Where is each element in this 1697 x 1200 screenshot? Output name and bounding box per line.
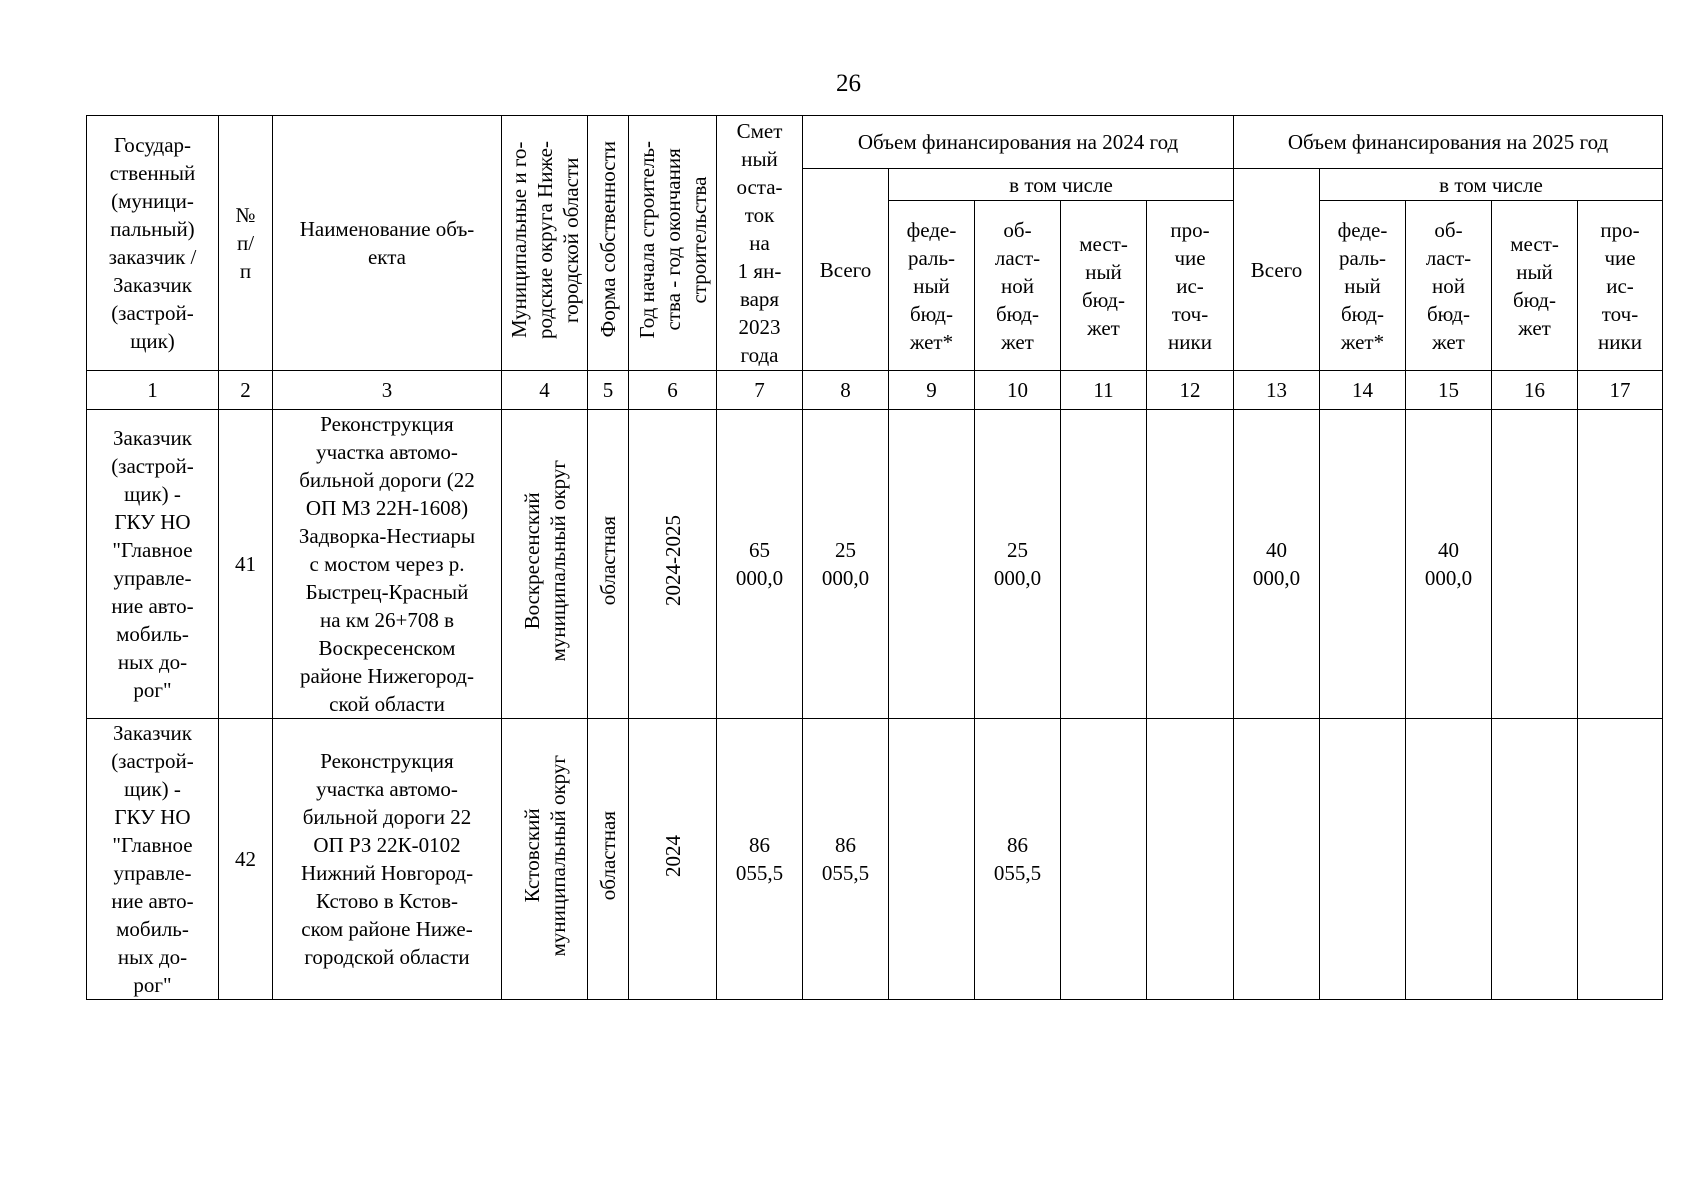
header-including-2025: в том числе <box>1320 169 1663 201</box>
header-other-2025 <box>1578 201 1663 371</box>
column-number: 11 <box>1061 371 1147 410</box>
row-object <box>273 410 502 719</box>
row-other-2024 <box>1147 410 1234 719</box>
header-years <box>629 116 717 371</box>
text-line: с мостом через р. <box>309 552 465 576</box>
text-line: п/ <box>236 231 255 255</box>
text-line: (застрой- <box>111 454 194 478</box>
text-line: точ- <box>1171 301 1209 326</box>
text-line: п <box>239 259 252 283</box>
text-line: про- <box>1600 217 1640 242</box>
text-line: 000,0 <box>1424 566 1473 590</box>
text-line: об- <box>1434 217 1463 242</box>
column-number: 1 <box>87 371 219 410</box>
text-line: ных до- <box>117 650 188 674</box>
header-total-2025: Всего <box>1234 169 1320 371</box>
row-object <box>273 719 502 1000</box>
column-number: 7 <box>717 371 803 410</box>
row-ownership: областная <box>588 719 629 1000</box>
column-number: 14 <box>1320 371 1406 410</box>
row-local-2025 <box>1492 410 1578 719</box>
row-local-2024 <box>1061 719 1147 1000</box>
text-line: Задворка-Нестиары <box>298 524 476 548</box>
text-line: точ- <box>1601 301 1639 326</box>
text-line: районе Нижегород- <box>300 664 474 688</box>
text-line: 000,0 <box>735 566 784 590</box>
text-line: чие <box>1604 245 1636 270</box>
text-line: Воскресенский <box>519 491 544 630</box>
row-local-2025 <box>1492 719 1578 1000</box>
text-line: мест- <box>1510 231 1559 256</box>
header-ownership <box>588 116 629 371</box>
header-federal-2024 <box>889 201 975 371</box>
column-number: 8 <box>803 371 889 410</box>
table-row <box>87 719 1663 1000</box>
row-total-2025 <box>1234 410 1320 719</box>
text-line: ственный <box>109 161 196 185</box>
text-line: 2023 <box>738 315 781 339</box>
text-line: заказчик / <box>108 245 197 269</box>
row-other-2025 <box>1578 719 1663 1000</box>
text-line: 86 <box>835 833 856 857</box>
text-line: Воскресенском <box>318 636 456 660</box>
text-line: родские округа Ниже- <box>532 140 557 339</box>
text-line: "Главное <box>112 538 193 562</box>
text-line: ной <box>1001 273 1034 298</box>
text-line: Кстово в Кстов- <box>315 889 458 913</box>
row-regional-2025 <box>1406 410 1492 719</box>
text-line: Год начала строитель- <box>634 140 659 339</box>
column-number: 3 <box>273 371 502 410</box>
header-including-2024: в том числе <box>889 169 1234 201</box>
row-customer <box>87 410 219 719</box>
text-line: ный <box>741 147 778 171</box>
table-row <box>87 410 1663 719</box>
text-line: ный <box>1516 259 1553 284</box>
column-numbers-row <box>87 371 1663 410</box>
header-regional-2024 <box>975 201 1061 371</box>
text-line: ной <box>1432 273 1465 298</box>
header-other-2024 <box>1147 201 1234 371</box>
text-line: (застрой- <box>111 749 194 773</box>
text-line: 40 <box>1266 538 1287 562</box>
text-line: 25 <box>1007 538 1028 562</box>
text-line: жет <box>1432 329 1465 354</box>
column-number: 12 <box>1147 371 1234 410</box>
text-line: муниципальный округ <box>545 754 570 957</box>
header-num <box>219 116 273 371</box>
column-number: 6 <box>629 371 717 410</box>
row-ownership: областная <box>588 410 629 719</box>
text-line: про- <box>1170 217 1210 242</box>
text-line: муниципальный округ <box>545 459 570 662</box>
header-total-2024: Всего <box>803 169 889 371</box>
text-line: 40 <box>1438 538 1459 562</box>
text-line: рог" <box>133 678 172 702</box>
text-line: Заказчик <box>113 721 192 745</box>
text-line: № <box>235 203 256 227</box>
row-federal-2025 <box>1320 719 1406 1000</box>
page-number: 26 <box>836 70 861 97</box>
text-line: ской области <box>329 692 445 716</box>
text-line: участка автомо- <box>316 440 458 464</box>
text-line: Наименование объ- <box>299 217 475 241</box>
text-line: Заказчик <box>113 273 192 297</box>
text-line: рог" <box>133 973 172 997</box>
text-line: бильной дороги 22 <box>302 805 472 829</box>
column-number: 16 <box>1492 371 1578 410</box>
row-remaining <box>717 719 803 1000</box>
row-federal-2024 <box>889 719 975 1000</box>
text-line: 055,5 <box>735 861 784 885</box>
row-total-2024 <box>803 719 889 1000</box>
text-line: ис- <box>1606 273 1634 298</box>
text-line: ОП МЗ 22Н-1608) <box>305 496 469 520</box>
text-line: Реконструкция <box>320 412 454 436</box>
text-line: ласт- <box>994 245 1041 270</box>
row-federal-2025 <box>1320 410 1406 719</box>
text-line: феде- <box>1337 217 1388 242</box>
text-line: раль- <box>907 245 956 270</box>
text-line: бюд- <box>910 301 953 326</box>
row-years: 2024-2025 <box>629 410 717 719</box>
row-federal-2024 <box>889 410 975 719</box>
header-object-name <box>273 116 502 371</box>
text-line: ства - год окончания <box>660 148 685 331</box>
header-federal-2025 <box>1320 201 1406 371</box>
header-regional-2025 <box>1406 201 1492 371</box>
text-line: бюд- <box>1513 287 1556 312</box>
row-regional-2024 <box>975 719 1061 1000</box>
header-local-2024 <box>1061 201 1147 371</box>
row-other-2025 <box>1578 410 1663 719</box>
row-total-2024 <box>803 410 889 719</box>
text-line: об- <box>1003 217 1032 242</box>
text-line: Смет <box>736 119 783 143</box>
text-line: 000,0 <box>993 566 1042 590</box>
row-other-2024 <box>1147 719 1234 1000</box>
text-line: 86 <box>749 833 770 857</box>
row-municipality <box>502 719 588 1000</box>
row-remaining <box>717 410 803 719</box>
text-line: пальный) <box>110 217 195 241</box>
text-line: ники <box>1168 329 1212 354</box>
row-total-2025 <box>1234 719 1320 1000</box>
text-line: оста- <box>736 175 783 199</box>
text-line: жет <box>1001 329 1034 354</box>
row-municipality <box>502 410 588 719</box>
text-line: года <box>740 343 779 367</box>
text-line: ный <box>1344 273 1381 298</box>
text-line: ных до- <box>117 945 188 969</box>
text-line: 000,0 <box>1252 566 1301 590</box>
text-line: Заказчик <box>113 426 192 450</box>
header-customer <box>87 116 219 371</box>
text-line: строительства <box>686 175 711 303</box>
text-line: "Главное <box>112 833 193 857</box>
text-line: бюд- <box>1341 301 1384 326</box>
text-line: жет <box>1518 315 1551 340</box>
text-line: 055,5 <box>821 861 870 885</box>
text-line: ние авто- <box>111 594 194 618</box>
text-line: 65 <box>749 538 770 562</box>
financing-table <box>86 115 1663 1000</box>
text-line: Муниципальные и го- <box>506 141 531 338</box>
text-line: управле- <box>113 566 192 590</box>
text-line: ском районе Ниже- <box>301 917 473 941</box>
text-line: жет* <box>909 329 954 354</box>
text-line: екта <box>367 245 406 269</box>
text-line: феде- <box>906 217 957 242</box>
header-municipality <box>502 116 588 371</box>
text-line: щик) - <box>124 482 181 506</box>
text-line: ласт- <box>1425 245 1472 270</box>
text-line: Нижний Новгород- <box>300 861 474 885</box>
text-line: ние авто- <box>111 889 194 913</box>
text-line: мобиль- <box>116 917 189 941</box>
text-line: ный <box>913 273 950 298</box>
text-line: на <box>749 231 770 255</box>
header-fin-2025: Объем финансирования на 2025 год <box>1234 116 1663 169</box>
header-local-2025 <box>1492 201 1578 371</box>
text-line: управле- <box>113 861 192 885</box>
text-line: (муници- <box>111 189 194 213</box>
row-num: 42 <box>219 719 273 1000</box>
text-line: бюд- <box>1427 301 1470 326</box>
text-line: ток <box>744 203 775 227</box>
text-line: 86 <box>1007 833 1028 857</box>
text-line: мобиль- <box>116 622 189 646</box>
text-line: 000,0 <box>821 566 870 590</box>
text-line: ис- <box>1176 273 1204 298</box>
column-number: 5 <box>588 371 629 410</box>
row-customer <box>87 719 219 1000</box>
text-line: на км 26+708 в <box>319 608 455 632</box>
text-line: щик) - <box>124 777 181 801</box>
text-line: ный <box>1085 259 1122 284</box>
column-number: 4 <box>502 371 588 410</box>
text-line: ники <box>1598 329 1642 354</box>
text-line: городской области <box>304 945 470 969</box>
row-local-2024 <box>1061 410 1147 719</box>
text-line: варя <box>739 287 780 311</box>
text-line: Быстрец-Красный <box>305 580 469 604</box>
text-line: ГКУ НО <box>114 510 191 534</box>
text-line: Форма собственности <box>596 141 620 338</box>
column-number: 15 <box>1406 371 1492 410</box>
column-number: 9 <box>889 371 975 410</box>
row-regional-2025 <box>1406 719 1492 1000</box>
row-regional-2024 <box>975 410 1061 719</box>
text-line: городской области <box>558 156 583 323</box>
text-line: жет <box>1087 315 1120 340</box>
column-number: 10 <box>975 371 1061 410</box>
text-line: бюд- <box>996 301 1039 326</box>
text-line: (застрой- <box>111 301 194 325</box>
text-line: щик) <box>130 329 175 353</box>
text-line: жет* <box>1340 329 1385 354</box>
text-line: 055,5 <box>993 861 1042 885</box>
column-number: 13 <box>1234 371 1320 410</box>
text-line: бильной дороги (22 <box>299 468 475 492</box>
column-number: 2 <box>219 371 273 410</box>
text-line: мест- <box>1079 231 1128 256</box>
text-line: бюд- <box>1082 287 1125 312</box>
text-line: Государ- <box>113 133 192 157</box>
text-line: Реконструкция <box>320 749 454 773</box>
text-line: чие <box>1174 245 1206 270</box>
row-years: 2024 <box>629 719 717 1000</box>
text-line: раль- <box>1338 245 1387 270</box>
header-remaining <box>717 116 803 371</box>
text-line: 25 <box>835 538 856 562</box>
text-line: 1 ян- <box>737 259 782 283</box>
header-fin-2024: Объем финансирования на 2024 год <box>803 116 1234 169</box>
column-number: 17 <box>1578 371 1663 410</box>
text-line: участка автомо- <box>316 777 458 801</box>
text-line: ГКУ НО <box>114 805 191 829</box>
text-line: ОП РЗ 22К-0102 <box>313 833 461 857</box>
row-num: 41 <box>219 410 273 719</box>
text-line: Кстовский <box>519 808 544 903</box>
